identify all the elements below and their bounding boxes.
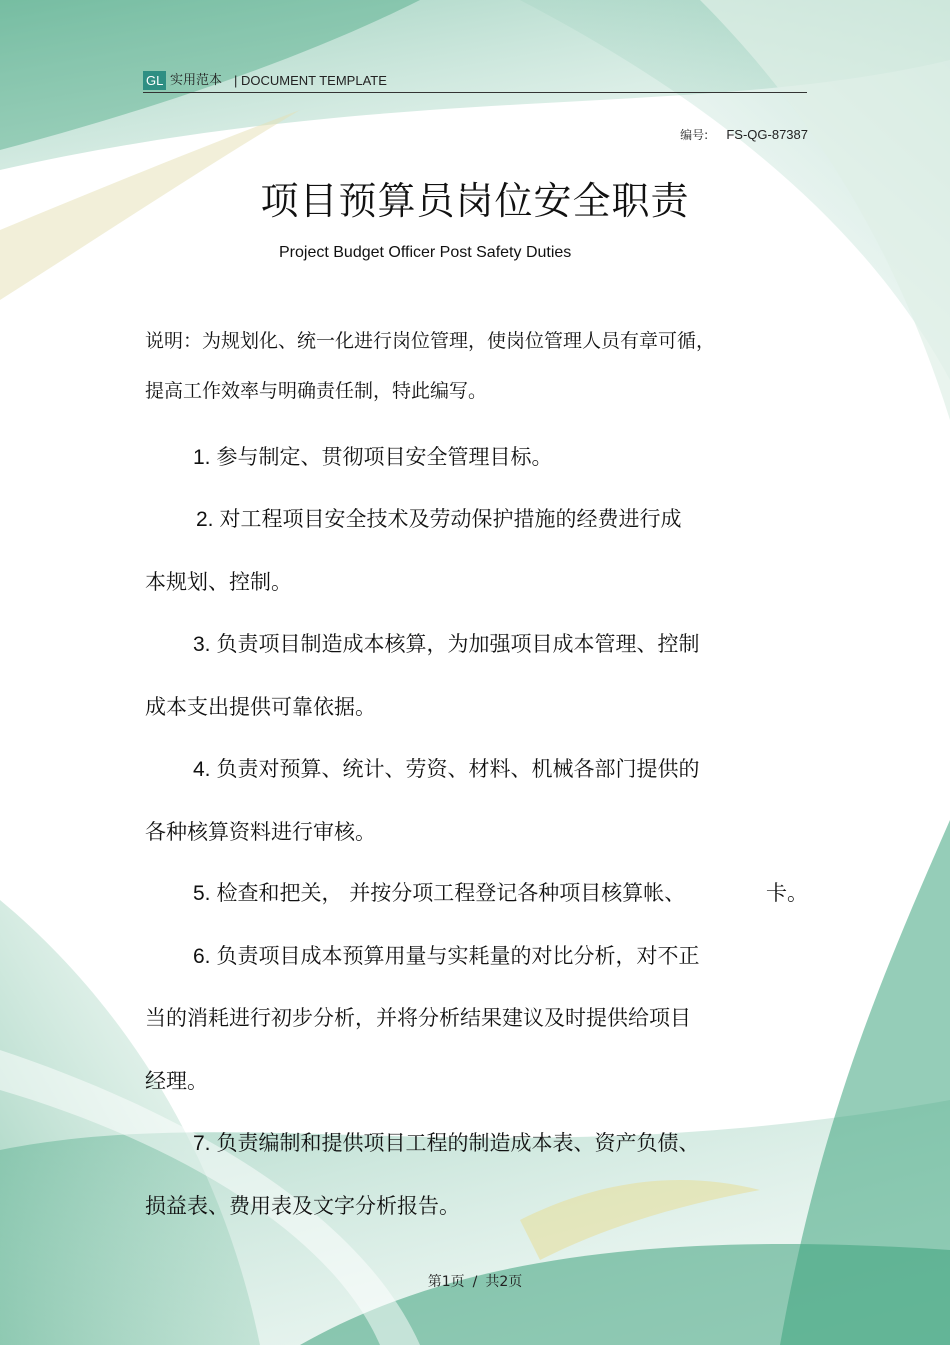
intro-line: 说明：为规划化、统一化进行岗位管理，使岗位管理人员有章可循，: [145, 330, 716, 352]
page-footer: [0, 1271, 950, 1291]
item-number: 6.: [193, 945, 211, 968]
item-number: 4.: [193, 758, 211, 781]
item-number: 5.: [193, 882, 211, 905]
duty-item-2: [196, 503, 682, 533]
item-number: 2.: [196, 508, 214, 531]
document-number: [680, 126, 808, 143]
document-number-label: 编号:: [680, 128, 709, 142]
duty-item-1: [193, 441, 553, 471]
duty-item-4-cont: 各种核算资料进行审核。: [145, 820, 376, 844]
page-number: 第1页: [427, 1274, 465, 1290]
item-text: 参与制定、贯彻项目安全管理目标。: [216, 445, 553, 469]
document-number-value: FS-QG-87387: [726, 127, 808, 142]
header-en-label: | DOCUMENT TEMPLATE: [234, 73, 387, 88]
duty-item-6-cont2: 经理。: [145, 1069, 208, 1093]
duty-item-6: [193, 940, 700, 970]
header-cn-label: 实用范本: [170, 73, 223, 88]
item-text: 对工程项目安全技术及劳动保护措施的经费进行成: [219, 507, 682, 531]
item-text: 负责对预算、统计、劳资、材料、机械各部门提供的: [216, 757, 700, 781]
gl-badge: GL: [143, 71, 166, 90]
duty-item-2-cont: 本规划、控制。: [145, 570, 292, 594]
item-number: 1.: [193, 446, 211, 469]
item-text: 负责项目成本预算用量与实耗量的对比分析，对不正: [216, 944, 700, 968]
duty-item-3-cont: 成本支出提供可靠依据。: [145, 695, 376, 719]
page-separator: /: [472, 1274, 478, 1290]
item-text: 负责项目制造成本核算，为加强项目成本管理、控制: [216, 632, 700, 656]
duty-item-7: [193, 1127, 700, 1157]
duty-item-6-cont: 当的消耗进行初步分析，并将分析结果建议及时提供给项目: [145, 1006, 691, 1030]
item-number: 7.: [193, 1132, 211, 1155]
duty-item-4: [193, 753, 700, 783]
item-number: 3.: [193, 633, 211, 656]
item-text: 负责编制和提供项目工程的制造成本表、资产负债、: [216, 1131, 700, 1155]
page-total: 共2页: [485, 1274, 523, 1290]
duty-item-7-cont: 损益表、费用表及文字分析报告。: [145, 1194, 460, 1218]
item-text: 检查和把关， 并按分项工程登记各种项目核算帐、: [216, 881, 686, 905]
intro-paragraph: [145, 316, 785, 416]
duty-item-5-tail: 卡。: [766, 881, 808, 905]
duty-item-5: [193, 877, 685, 907]
page-title: 项目预算员岗位安全职责: [260, 179, 690, 223]
page-subtitle: Project Budget Officer Post Safety Duties: [279, 244, 572, 261]
document-header: [143, 70, 807, 93]
intro-line: 提高工作效率与明确责任制，特此编写。: [145, 380, 488, 402]
duty-item-3: [193, 628, 700, 658]
